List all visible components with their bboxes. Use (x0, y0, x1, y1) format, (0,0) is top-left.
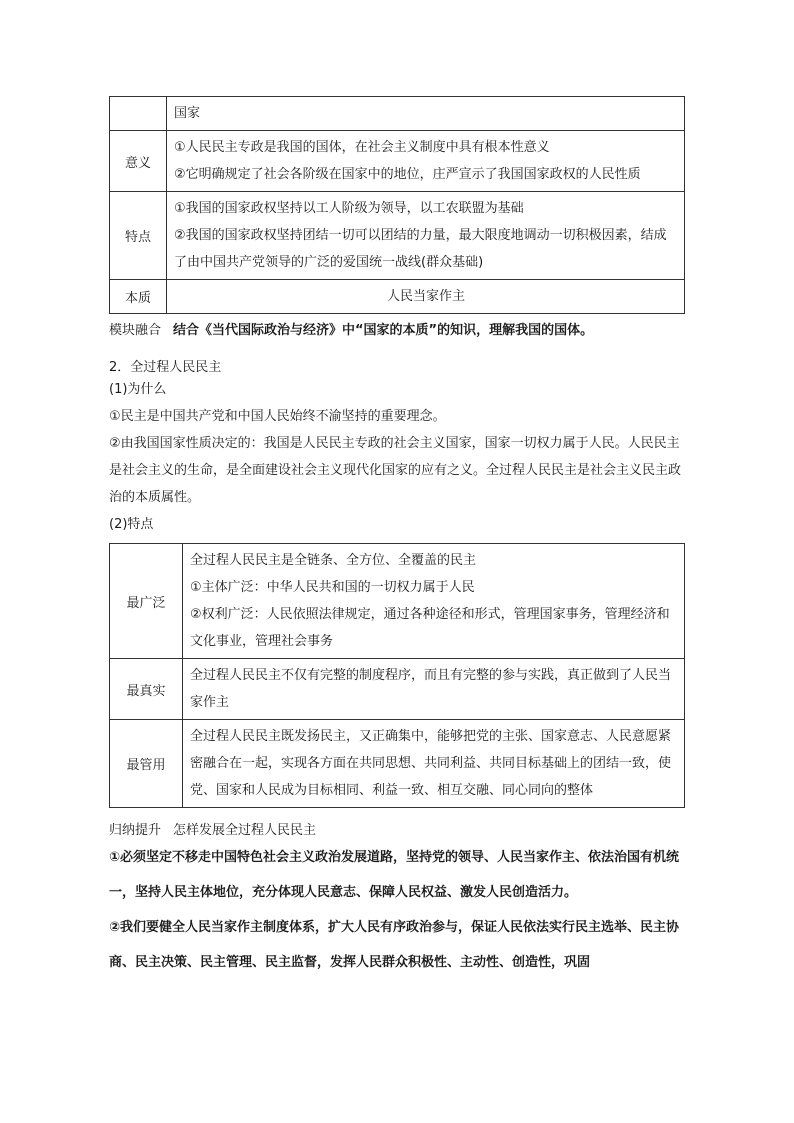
row-label: 意义 (110, 131, 167, 192)
subheading: (2)特点 (109, 517, 154, 532)
content-line: ②它明确规定了社会各阶级在国家中的地位，庄严宣示了我国国家政权的人民性质 (174, 167, 641, 182)
paragraph: ①必须坚定不移走中国特色社会主义政治发展道路，坚持党的领导、人民当家作主、依法治国有机统一，坚持人民主体地位，充分体现人民意志、保障人民权益、激发人民创造活力。 (109, 850, 680, 900)
table-row (110, 97, 685, 131)
paragraph: ②我们要健全人民当家作主制度体系，扩大人民有序政治参与，保证人民依法实行民主选举、民主协商、民主决策、民主管理、民主监督，发挥人民群众积极性、主动性、创造性，巩固 (109, 920, 680, 970)
module-note-text: 结合《当代国际政治与经济》中“国家的本质”的知识，理解我国的国体。 (173, 323, 594, 338)
subheading: (1)为什么 (109, 382, 167, 397)
features-table (109, 543, 685, 808)
summary-title: 怎样发展全过程人民民主 (173, 823, 317, 838)
summary-heading (109, 819, 316, 838)
state-system-table (109, 96, 685, 314)
table-row (110, 659, 685, 720)
table-row (110, 280, 685, 314)
content-line: ②权利广泛：人民依照法律规定，通过各种途径和形式，管理国家事务，管理经济和文化事业，管理社会事务 (190, 607, 670, 649)
table-row (110, 192, 685, 280)
section-body (109, 376, 685, 538)
row-label: 特点 (110, 192, 167, 280)
row-label: 最管用 (110, 720, 183, 808)
row-label (110, 97, 167, 131)
table-row (110, 720, 685, 808)
summary-tag: 归纳提升 (109, 823, 162, 838)
table-row (110, 544, 685, 659)
row-label: 最真实 (110, 659, 183, 720)
content-line: ①我国的国家政权坚持以工人阶级为领导，以工农联盟为基础 (174, 201, 524, 216)
content-line: 全过程人民民主是全链条、全方位、全覆盖的民主 (190, 553, 477, 568)
content-line: 全过程人民民主不仅有完整的制度程序，而且有完整的参与实践，真正做到了人民当家作主 (190, 668, 672, 710)
table-row (110, 131, 685, 192)
row-label: 本质 (110, 280, 167, 314)
row-content (167, 131, 685, 192)
paragraph: ①民主是中国共产党和中国人民始终不渝坚持的重要理念。 (109, 409, 446, 424)
paragraph: ②由我国国家性质决定的：我国是人民民主专政的社会主义国家，国家一切权力属于人民。人民民主是社会主义的生命，是全面建设社会主义现代化国家的应有之义。全过程人民民主是社会主义民主政治的本质属性。 (109, 436, 682, 505)
content-line: ①主体广泛：中华人民共和国的一切权力属于人民 (190, 580, 475, 595)
module-note-tag: 模块融合 (109, 323, 162, 338)
content-line: 国家 (174, 106, 201, 121)
row-content (167, 280, 685, 314)
content-line: 全过程人民民主既发扬民主，又正确集中，能够把党的主张、国家意志、人民意愿紧密融合在一起，实现各方面在共同思想、共同利益、共同目标基础上的团结一致，使党、国家和人民成为目标相同、利益一致、相互交融、同心同向的整体 (190, 729, 672, 798)
module-note (109, 319, 593, 338)
row-content (167, 192, 685, 280)
row-content (183, 659, 685, 720)
section-heading: 2．全过程人民民主 (109, 360, 222, 375)
row-label: 最广泛 (110, 544, 183, 659)
content-line: ①人民民主专政是我国的国体，在社会主义制度中具有根本性意义 (174, 140, 550, 155)
content-line: ②我国的国家政权坚持团结一切可以团结的力量，最大限度地调动一切积极因素，结成了由中国共产党领导的广泛的爱国统一战线(群众基础) (174, 228, 667, 270)
content-line: 人民当家作主 (386, 289, 465, 304)
summary-body (109, 840, 685, 980)
row-content (183, 544, 685, 659)
row-content (167, 97, 685, 131)
row-content (183, 720, 685, 808)
